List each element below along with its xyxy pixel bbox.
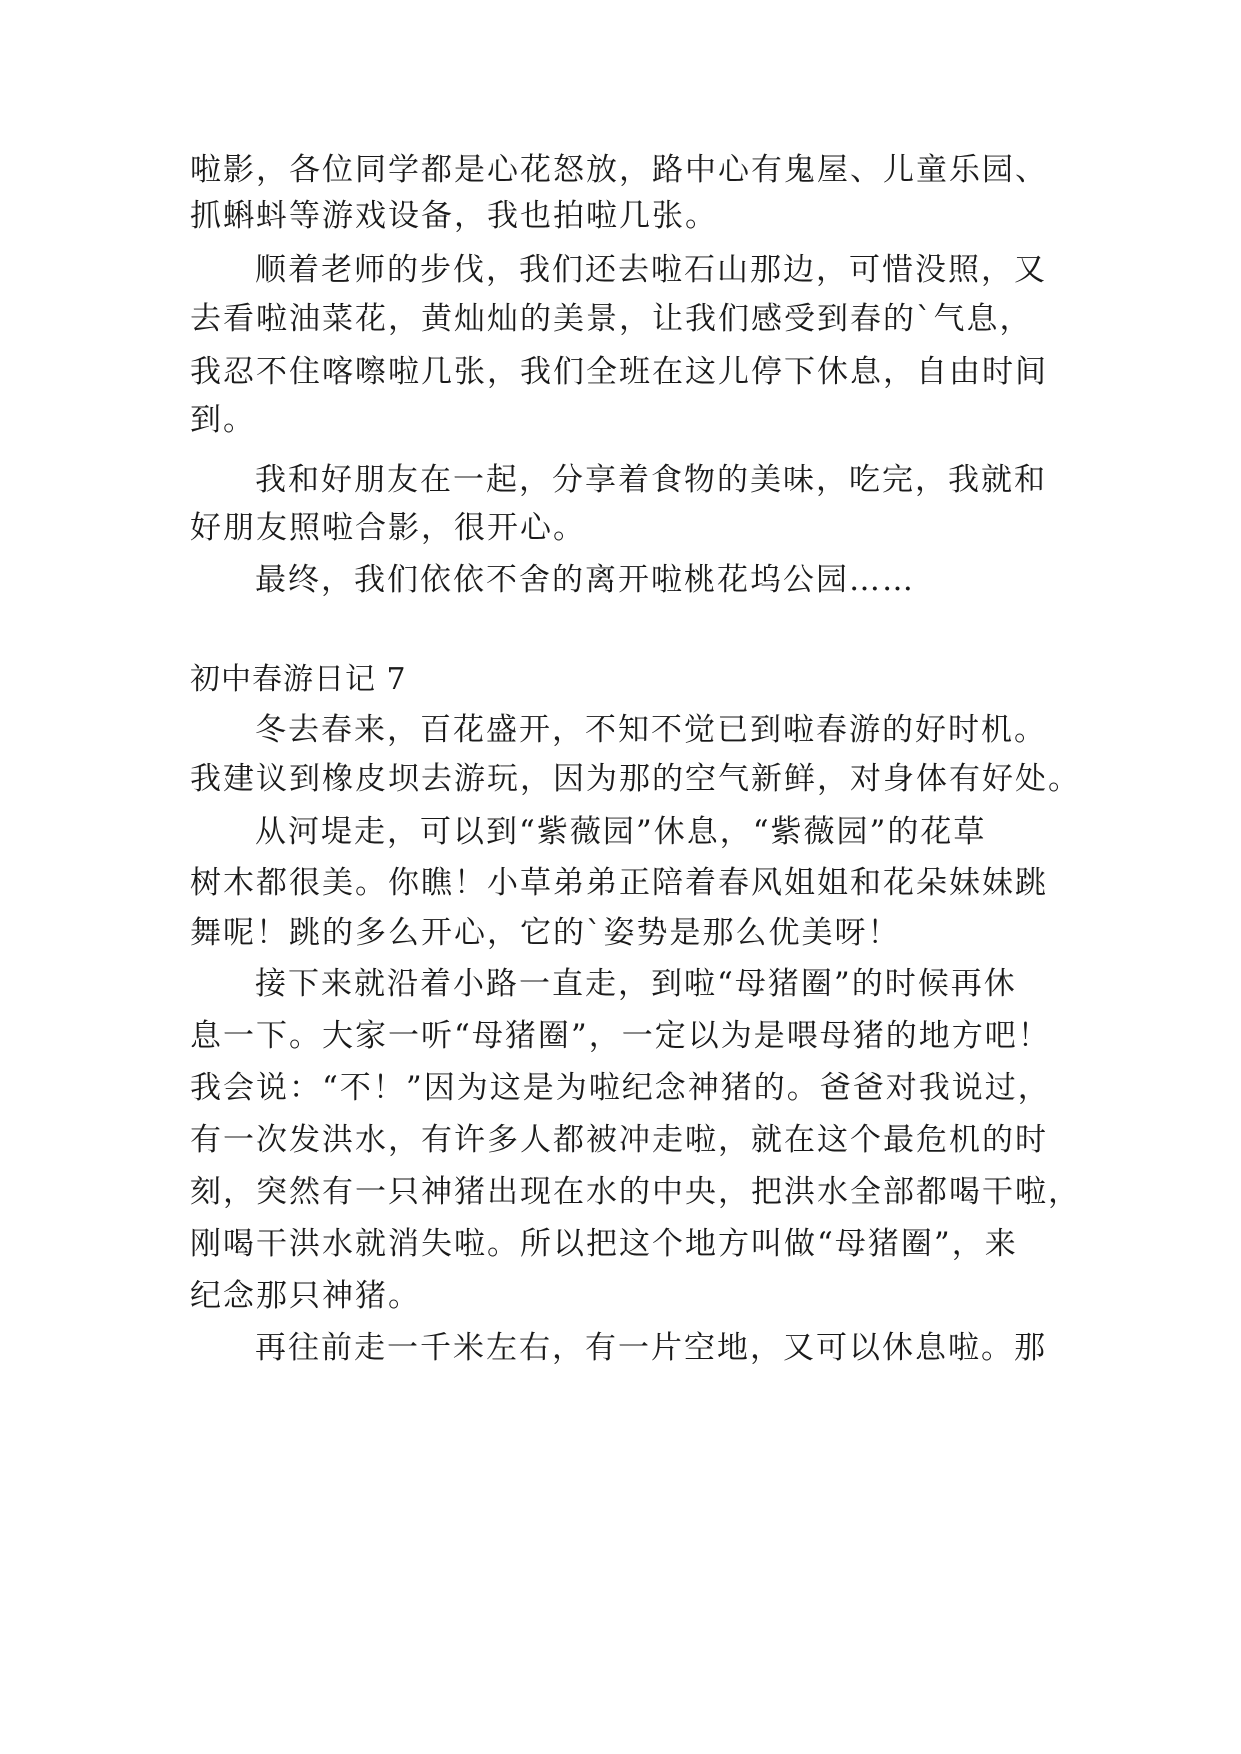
paragraph-line: 去看啦油菜花，黄灿灿的美景，让我们感受到春的`气息， <box>190 301 1033 337</box>
section-title: 初中春游日记 7 <box>190 662 407 697</box>
paragraph-line: 从河堤走，可以到“紫薇园”休息，“紫薇园”的花草 <box>255 814 987 850</box>
paragraph-line: 我建议到橡皮坝去游玩，因为那的空气新鲜，对身体有好处。 <box>190 761 1081 797</box>
paragraph-line: 再往前走一千米左右，有一片空地，又可以休息啦。那 <box>255 1330 1047 1366</box>
paragraph-line: 好朋友照啦合影，很开心。 <box>190 510 586 546</box>
paragraph-line: 舞呢！跳的多么开心，它的`姿势是那么优美呀！ <box>190 915 901 951</box>
paragraph-line: 接下来就沿着小路一直走，到啦“母猪圈”的时候再休 <box>255 966 1017 1002</box>
paragraph-line: 纪念那只神猪。 <box>190 1278 421 1314</box>
paragraph-line: 刚喝干洪水就消失啦。所以把这个地方叫做“母猪圈”，来 <box>190 1226 1018 1262</box>
paragraph-line: 息一下。大家一听“母猪圈”，一定以为是喂母猪的地方吧！ <box>190 1018 1051 1054</box>
paragraph-line: 顺着老师的步伐，我们还去啦石山那边，可惜没照，又 <box>255 252 1047 288</box>
paragraph-line: 我忍不住喀嚓啦几张，我们全班在这儿停下休息，自由时间 <box>190 354 1048 390</box>
paragraph-line: 有一次发洪水，有许多人都被冲走啦，就在这个最危机的时 <box>190 1122 1048 1158</box>
paragraph-line: 冬去春来，百花盛开，不知不觉已到啦春游的好时机。 <box>255 712 1047 748</box>
paragraph-line: 啦影，各位同学都是心花怒放，路中心有鬼屋、儿童乐园、 <box>190 152 1048 188</box>
paragraph-line: 最终，我们依依不舍的离开啦桃花坞公园…… <box>255 562 915 598</box>
paragraph-line: 刻，突然有一只神猪出现在水的中央，把洪水全部都喝干啦， <box>190 1174 1081 1210</box>
paragraph-line: 树木都很美。你瞧！小草弟弟正陪着春风姐姐和花朵妹妹跳 <box>190 865 1048 901</box>
paragraph-line: 我会说：“不！”因为这是为啦纪念神猪的。爸爸对我说过， <box>190 1070 1051 1106</box>
paragraph-line: 我和好朋友在一起，分享着食物的美味，吃完，我就和 <box>255 462 1047 498</box>
paragraph-line: 到。 <box>190 402 256 438</box>
paragraph-line: 抓蝌蚪等游戏设备，我也拍啦几张。 <box>190 198 718 234</box>
